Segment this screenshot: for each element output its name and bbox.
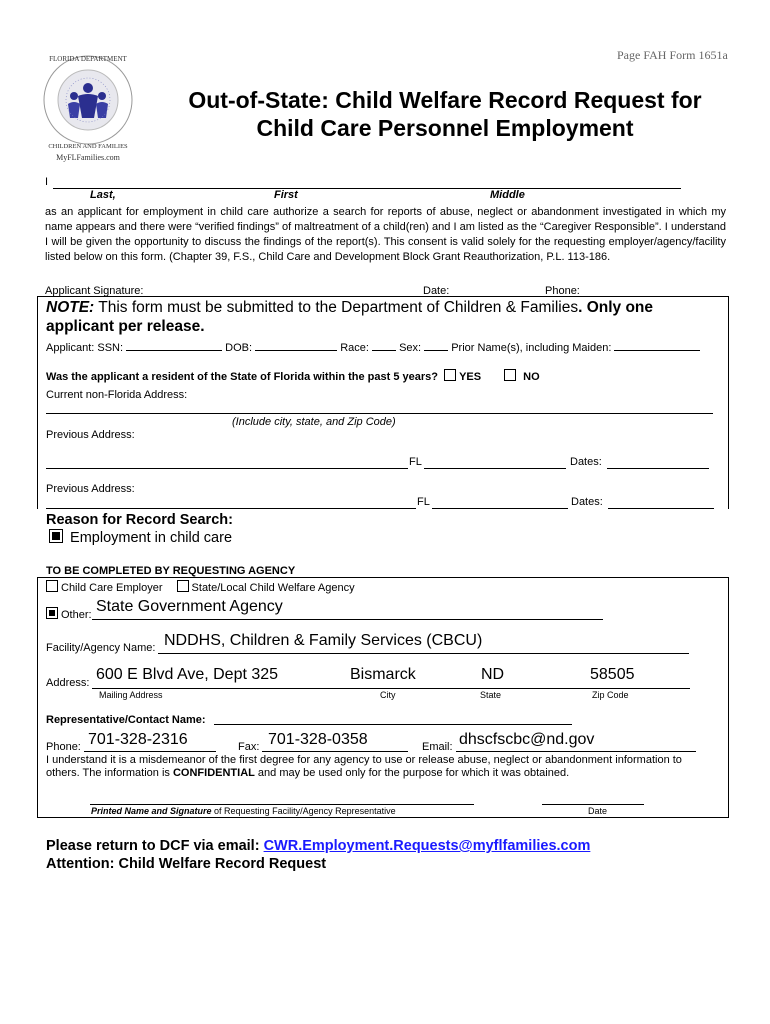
state-caption: State [480, 690, 502, 700]
resident-yes-checkbox[interactable] [444, 369, 456, 381]
current-address-field[interactable] [46, 413, 713, 414]
rep-date-caption: Date [588, 806, 608, 816]
date-label: Date: [423, 285, 450, 297]
dates-field-2[interactable] [608, 508, 714, 509]
attention-line: Attention: Child Welfare Record Request [46, 856, 327, 872]
printed-name-caption: Printed Name and Signature of Requesting Facility/Agency Representative [91, 806, 396, 816]
other-value[interactable]: State Government Agency [96, 598, 283, 615]
previous-address-field-2[interactable] [46, 508, 416, 509]
other-row [46, 607, 92, 621]
rep-label: Representative/Contact Name: [46, 714, 206, 726]
dob-field[interactable] [255, 350, 337, 351]
ssn-field[interactable] [126, 350, 222, 351]
fl-label-1: FL [409, 456, 422, 468]
city-value[interactable]: Bismarck [350, 666, 416, 683]
resident-no-checkbox[interactable] [504, 369, 516, 381]
zip-caption: Zip Code [592, 690, 629, 700]
dates-label-2: Dates: [571, 496, 603, 508]
signature-label: Applicant Signature: [45, 285, 144, 297]
page-id: Page FAH Form 1651a [617, 48, 728, 62]
ssn-label: Applicant: SSN: [46, 342, 124, 354]
name-field[interactable] [53, 188, 681, 189]
reason-heading: Reason for Record Search: [46, 512, 233, 528]
child-care-employer-checkbox[interactable] [46, 580, 58, 592]
sex-label: Sex: [399, 342, 422, 354]
name-prefix: I [45, 176, 49, 188]
resident-no-label: NO [523, 371, 540, 383]
consent-paragraph: as an applicant for employment in child care authorize a search for reports of abuse, neglect or abandonment investigated in which my name appears and there were “verified findings” of maltreatment of a child(ren) and I am listed as the “Caregiver Responsible”. I understand I will be given the opportunity to discuss the findings of the report(s). This consent is valid solely for the requesting employer/agency/facility listed below on this form. (Chapter 39, F.S., Child Care and Development Block Grant Reauthorization, P.L. 113-186. [45, 206, 726, 263]
note: NOTE: This form must be submitted to the Department of Children & Families. Only one applicant per release. [46, 299, 654, 335]
employment-label: Employment in child care [70, 530, 233, 546]
resident-question: Was the applicant a resident of the State of Florida within the past 5 years? [46, 371, 438, 383]
zip-value[interactable]: 58505 [590, 666, 635, 683]
rep-field[interactable] [214, 724, 572, 725]
dcf-logo [36, 52, 140, 164]
dob-label: DOB: [225, 342, 253, 354]
dates-label-1: Dates: [570, 456, 602, 468]
svg-text:FLORIDA DEPARTMENT: FLORIDA DEPARTMENT [49, 55, 127, 63]
return-instruction [46, 838, 590, 854]
email-label: Email: [422, 741, 453, 753]
fax-label: Fax: [238, 741, 260, 753]
svg-text:CHILDREN AND FAMILIES: CHILDREN AND FAMILIES [48, 143, 128, 150]
prior-name-label: Prior Name(s), including Maiden: [451, 342, 612, 354]
dates-field-1[interactable] [607, 468, 709, 469]
agency-phone-label: Phone: [46, 741, 81, 753]
printed-name-field[interactable] [90, 804, 474, 805]
fax-field [262, 751, 408, 752]
fl-label-2: FL [417, 496, 430, 508]
address-hint: (Include city, state, and Zip Code) [232, 416, 396, 428]
fl-field-2[interactable] [432, 508, 568, 509]
return-email-link[interactable]: CWR.Employment.Requests@myflfamilies.com [263, 838, 591, 854]
other-checkbox[interactable] [46, 607, 58, 619]
email-field [456, 751, 696, 752]
state-local-label: State/Local Child Welfare Agency [191, 582, 355, 594]
email-value[interactable]: dhscfscbc@nd.gov [459, 731, 595, 748]
applicant-row [46, 342, 726, 354]
state-local-checkbox[interactable] [177, 580, 189, 592]
phone-label: Phone: [545, 285, 580, 297]
facility-field [158, 653, 689, 654]
middle-caption: Middle [490, 189, 525, 201]
address-label: Address: [46, 677, 90, 689]
mailing-caption: Mailing Address [99, 690, 163, 700]
prior-name-field[interactable] [614, 350, 700, 351]
other-label: Other: [61, 609, 92, 621]
agency-type-row [46, 580, 355, 594]
return-prefix: Please return to DCF via email: [46, 838, 264, 854]
previous-address-field-1[interactable] [46, 468, 408, 469]
race-label: Race: [340, 342, 369, 354]
fl-field-1[interactable] [424, 468, 566, 469]
address-field [92, 688, 690, 689]
resident-yes-label: YES [459, 371, 482, 383]
agency-phone-value[interactable]: 701-328-2316 [88, 731, 188, 748]
logo-url: MyFLFamilies.com [56, 153, 120, 162]
resident-row [46, 369, 540, 383]
first-caption: First [274, 189, 298, 201]
sex-field[interactable] [424, 350, 448, 351]
child-care-employer-label: Child Care Employer [61, 582, 163, 594]
previous-address-label-1: Previous Address: [46, 429, 135, 441]
page-title: Out-of-State: Child Welfare Record Request for Child Care Personnel Employment [188, 87, 702, 141]
other-field [92, 619, 603, 620]
fax-value[interactable]: 701-328-0358 [268, 731, 368, 748]
rep-date-field[interactable] [542, 804, 644, 805]
facility-label: Facility/Agency Name: [46, 642, 156, 654]
state-value[interactable]: ND [481, 666, 505, 683]
street-value[interactable]: 600 E Blvd Ave, Dept 325 [96, 666, 279, 683]
current-address-label: Current non-Florida Address: [46, 389, 188, 401]
race-field[interactable] [372, 350, 396, 351]
employment-checkbox[interactable] [49, 529, 63, 543]
agency-phone-field [84, 751, 216, 752]
last-caption: Last, [90, 189, 116, 201]
agency-heading: TO BE COMPLETED BY REQUESTING AGENCY [46, 565, 296, 577]
reason-option [49, 529, 232, 546]
city-caption: City [380, 690, 396, 700]
previous-address-label-2: Previous Address: [46, 483, 135, 495]
misdemeanor-text: I understand it is a misdemeanor of the first degree for any agency to use or release abuse, neglect or abandonment information to others. The information is CONFIDENTIAL and may be used only for the purpose for which it was obtained. [46, 754, 682, 779]
facility-value[interactable]: NDDHS, Children & Family Services (CBCU) [164, 632, 483, 649]
